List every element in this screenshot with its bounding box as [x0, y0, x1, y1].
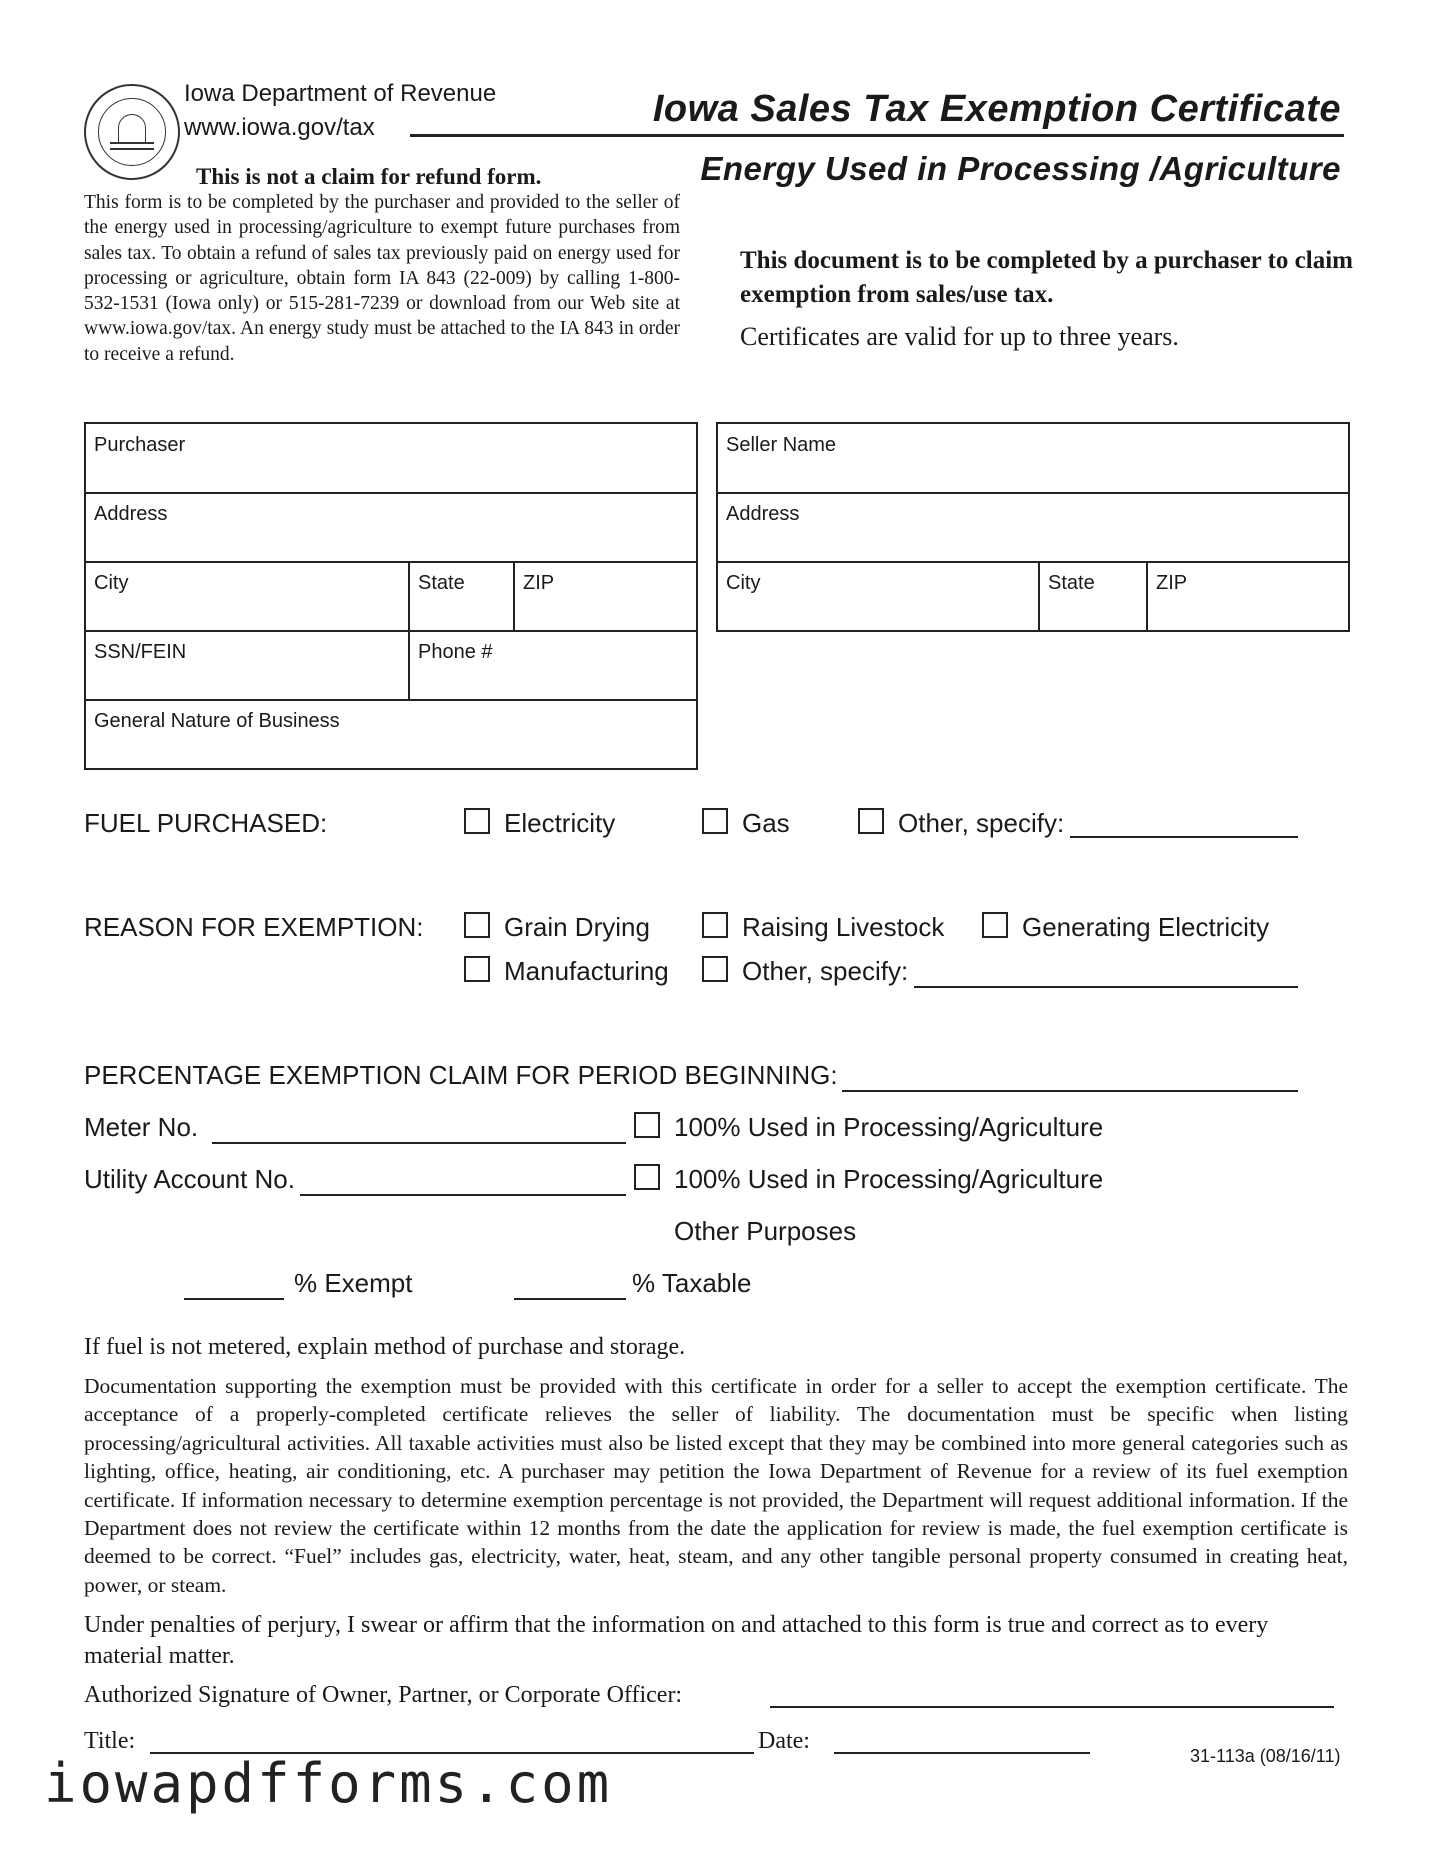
reason-generating-electricity-label: Generating Electricity: [1022, 912, 1270, 942]
fuel-other-input[interactable]: [1070, 836, 1298, 838]
fuel-purchased-label: FUEL PURCHASED:: [84, 808, 328, 838]
reason-manufacturing-label: Manufacturing: [504, 956, 669, 986]
header-rule: [410, 134, 1344, 137]
title-label: Title:: [84, 1728, 136, 1754]
purchaser-ssn-field[interactable]: [86, 631, 408, 699]
purchaser-city-field[interactable]: [86, 562, 408, 630]
date-label: Date:: [758, 1728, 810, 1754]
purchaser-name-field[interactable]: [86, 424, 696, 492]
seller-box: [716, 422, 1350, 632]
validity-statement: Certificates are valid for up to three years.: [740, 322, 1179, 351]
purchaser-address-field[interactable]: [86, 493, 696, 561]
percentage-claim-label: PERCENTAGE EXEMPTION CLAIM FOR PERIOD BEGINNING:: [84, 1060, 838, 1090]
date-input[interactable]: [834, 1752, 1090, 1754]
utility-account-input[interactable]: [300, 1194, 626, 1196]
seller-city-field[interactable]: [718, 562, 1038, 630]
reason-other-label: Other, specify:: [742, 956, 909, 986]
seller-zip-label: ZIP: [1156, 572, 1188, 594]
seller-zip-field[interactable]: [1148, 562, 1347, 630]
purchaser-business-label: General Nature of Business: [94, 710, 340, 732]
intro-text: This form is to be completed by the purchaser and provided to the seller of the energy used in processing/agriculture to exempt future purchases from sales tax. To obtain a refund of sales tax previously paid on energy used for processing or agriculture, obtain form IA 843 (22-009) by calling 1-800-532-1531 (Iowa only) or 515-281-7239 or download from our Web site at www.iowa.gov/tax. An energy study must be attached to the IA 843 in order to receive a refund.: [84, 192, 680, 365]
percent-exempt-label: % Exempt: [294, 1268, 413, 1298]
purchaser-business-field[interactable]: [86, 700, 696, 768]
reason-grain-drying-label: Grain Drying: [504, 912, 650, 942]
signature-input[interactable]: [770, 1706, 1334, 1708]
fuel-electricity-label: Electricity: [504, 808, 616, 838]
fuel-gas-label: Gas: [742, 808, 790, 838]
fuel-electricity-checkbox[interactable]: [464, 808, 490, 834]
purchaser-zip-label: ZIP: [523, 572, 555, 594]
purchaser-city-label: City: [94, 572, 129, 594]
seller-address-label: Address: [726, 503, 800, 525]
page-subtitle: Energy Used in Processing /Agriculture: [700, 150, 1341, 187]
period-beginning-input[interactable]: [842, 1090, 1298, 1092]
page-title: Iowa Sales Tax Exemption Certificate: [652, 88, 1341, 130]
percent-taxable-input[interactable]: [514, 1298, 626, 1300]
reason-other-input[interactable]: [914, 986, 1298, 988]
purchaser-address-label: Address: [94, 503, 168, 525]
documentation-paragraph: Documentation supporting the exemption must be provided with this certificate in order for a seller to accept the exemption certificate. The acceptance of a properly-completed certificate relieves the seller of liability. The documentation must be specific when listing processing/agricultural activities. All taxable activities must also be listed except that they may be combined into more general categories such as lighting, office, heating, air conditioning, etc. A purchaser may petition the Iowa Department of Revenue for a review of its fuel exemption certificate. If information necessary to determine exemption percentage is not provided, the Department will request additional information. If the Department does not review the certificate within 12 months from the date the application for review is made, the fuel exemption certificate is deemed to be correct. “Fuel” includes gas, electricity, water, heat, steam, and any other tangible personal property consumed in creating heat, power, or steam.: [84, 1374, 1348, 1597]
meter-100-percent-label: 100% Used in Processing/Agriculture: [674, 1112, 1104, 1142]
department-name: Iowa Department of Revenue: [184, 80, 497, 107]
reason-manufacturing-checkbox[interactable]: [464, 956, 490, 982]
reason-raising-livestock-label: Raising Livestock: [742, 912, 945, 942]
purchaser-ssn-label: SSN/FEIN: [94, 641, 187, 663]
seller-name-label: Seller Name: [726, 434, 837, 456]
meter-no-input[interactable]: [212, 1142, 626, 1144]
department-website: www.iowa.gov/tax: [184, 114, 375, 141]
percent-exempt-input[interactable]: [184, 1298, 284, 1300]
purchaser-state-field[interactable]: [410, 562, 513, 630]
site-watermark: iowapdfforms.com: [44, 1752, 613, 1815]
meter-100-percent-checkbox[interactable]: [634, 1112, 660, 1138]
purchaser-phone-field[interactable]: [410, 631, 695, 699]
reason-generating-electricity-checkbox[interactable]: [982, 912, 1008, 938]
reason-grain-drying-checkbox[interactable]: [464, 912, 490, 938]
reason-other-checkbox[interactable]: [702, 956, 728, 982]
purchaser-name-label: Purchaser: [94, 434, 186, 456]
percent-taxable-label: % Taxable: [632, 1268, 752, 1298]
reason-exemption-label: REASON FOR EXEMPTION:: [84, 912, 424, 942]
other-purposes-label: Other Purposes: [674, 1216, 857, 1246]
signature-label: Authorized Signature of Owner, Partner, or Corporate Officer:: [84, 1682, 683, 1708]
seller-name-field[interactable]: [718, 424, 1348, 492]
seller-address-field[interactable]: [718, 493, 1348, 561]
purchaser-box: [84, 422, 698, 770]
reason-raising-livestock-checkbox[interactable]: [702, 912, 728, 938]
purchaser-zip-field[interactable]: [515, 562, 695, 630]
seller-state-label: State: [1048, 572, 1095, 594]
meter-no-label: Meter No.: [84, 1112, 199, 1142]
purchaser-phone-label: Phone #: [418, 641, 493, 663]
utility-account-label: Utility Account No.: [84, 1164, 295, 1194]
purchaser-state-label: State: [418, 572, 465, 594]
purpose-statement: This document is to be completed by a purchaser to claim exemption from sales/use tax.: [740, 247, 1353, 308]
fuel-gas-checkbox[interactable]: [702, 808, 728, 834]
seller-state-field[interactable]: [1040, 562, 1146, 630]
perjury-statement: Under penalties of perjury, I swear or affirm that the information on and attached to this form is true and correct as to every material matter.: [84, 1612, 1269, 1669]
fuel-other-checkbox[interactable]: [858, 808, 884, 834]
form-number: 31-113a (08/16/11): [1190, 1746, 1341, 1766]
fuel-other-label: Other, specify:: [898, 808, 1065, 838]
not-refund-notice: This is not a claim for refund form.: [196, 164, 542, 189]
utility-100-percent-checkbox[interactable]: [634, 1164, 660, 1190]
iowa-seal-icon: [84, 84, 180, 180]
not-metered-instruction: If fuel is not metered, explain method of purchase and storage.: [84, 1334, 686, 1360]
utility-100-percent-label: 100% Used in Processing/Agriculture: [674, 1164, 1104, 1194]
seller-city-label: City: [726, 572, 761, 594]
